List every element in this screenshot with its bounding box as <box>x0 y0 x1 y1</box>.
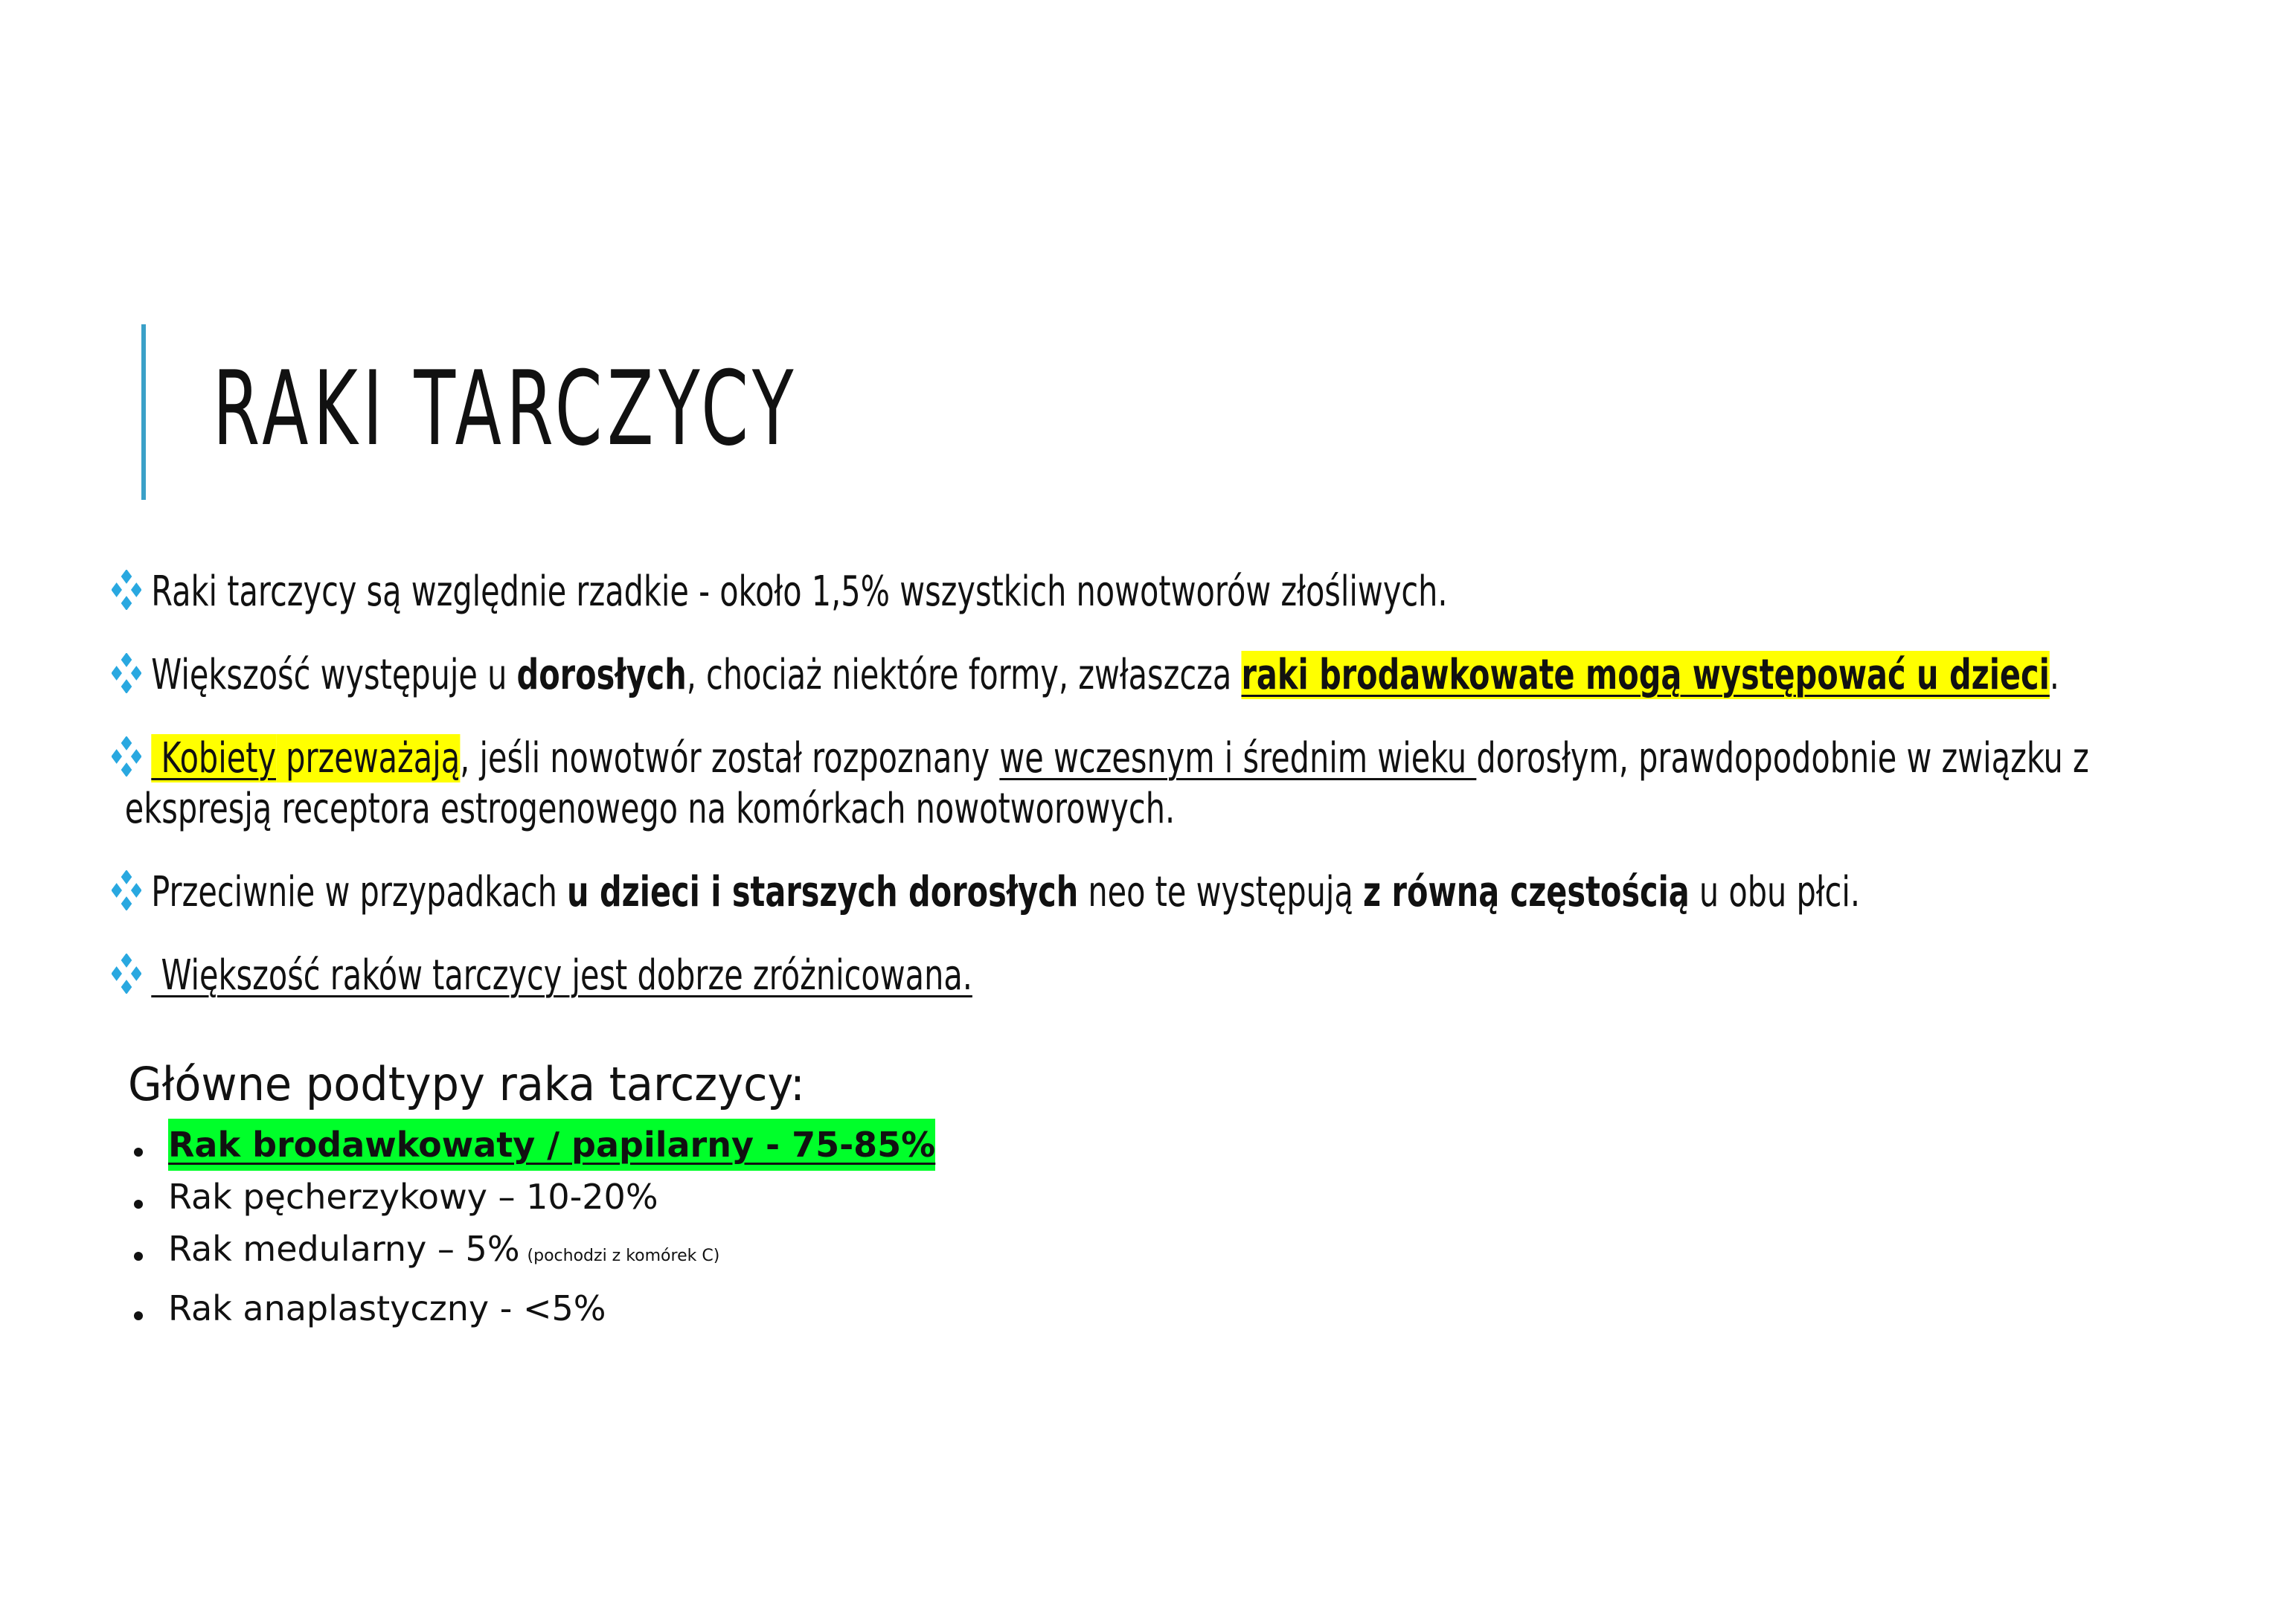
bullet-text: Większość występuje u <box>151 651 517 699</box>
bullet-list <box>112 567 2239 1034</box>
bullet-text: , jeśli nowotwór został rozpoznany <box>460 734 1000 782</box>
bullet-text: Przeciwnie w przypadkach <box>151 868 568 916</box>
bullet-item-2 <box>112 650 2239 701</box>
bullet-text: , chociaż niektóre formy, zwłaszcza <box>686 651 1242 699</box>
bold-term: u dzieci i starszych dorosłych <box>567 868 1079 916</box>
diamond-icon <box>112 736 141 777</box>
highlighted-phrase: Kobiety <box>151 734 277 782</box>
highlighted-subtype: Rak brodawkowaty / papilarny - 75-85% <box>168 1119 935 1171</box>
slide-title: RAKI TARCZYCY <box>213 349 799 469</box>
list-item <box>128 1282 935 1334</box>
title-accent-bar <box>141 324 146 500</box>
highlighted-phrase: raki brodawkowate mogą występować u dzieci <box>1241 651 2050 699</box>
diamond-icon <box>112 653 141 693</box>
highlighted-phrase: przeważają <box>276 734 461 782</box>
subtype-text: Rak medularny – 5% <box>168 1229 520 1269</box>
bullet-item-1 <box>112 567 2239 617</box>
subtype-list <box>128 1119 935 1334</box>
bold-term: dorosłych <box>516 651 687 699</box>
bullet-dot <box>134 1148 143 1157</box>
underlined-phrase: we wczesnym i średnim wieku <box>999 734 1477 782</box>
diamond-icon <box>112 870 141 910</box>
subtypes-section <box>128 1055 935 1334</box>
bullet-item-4 <box>112 867 2239 918</box>
bullet-text: neo te występują <box>1078 868 1363 916</box>
bullet-text: . <box>2049 651 2059 699</box>
diamond-icon <box>112 954 141 994</box>
subtype-text: Rak pęcherzykowy – 10-20% <box>168 1177 658 1217</box>
bullet-item-5 <box>112 951 2239 1001</box>
bullet-dot <box>134 1311 143 1320</box>
underlined-phrase: Większość raków tarczycy jest dobrze zróżnicowana. <box>151 951 972 1000</box>
bullet-text: u obu płci. <box>1689 868 1861 916</box>
subtype-text: Rak anaplastyczny - <5% <box>168 1288 606 1328</box>
list-item <box>128 1171 935 1223</box>
list-item <box>128 1119 935 1171</box>
bullet-continuation: ekspresją receptora estrogenowego na komórkach nowotworowych. <box>124 785 1176 833</box>
bullet-text: Raki tarczycy są względnie rzadkie - około 1,5% wszystkich nowotworów złośliwych. <box>151 568 1448 616</box>
bullet-text: dorosłym, prawdopodobnie w związku z <box>1476 734 2089 782</box>
diamond-icon <box>112 570 141 610</box>
bold-term: z równą częstością <box>1362 868 1690 916</box>
bullet-dot <box>134 1252 143 1261</box>
subtype-note: (pochodzi z komórek C) <box>527 1247 720 1265</box>
bullet-item-3 <box>112 733 2239 835</box>
bullet-dot <box>134 1200 143 1209</box>
list-item <box>128 1223 935 1282</box>
subtypes-heading: Główne podtypy raka tarczycy: <box>128 1057 805 1111</box>
